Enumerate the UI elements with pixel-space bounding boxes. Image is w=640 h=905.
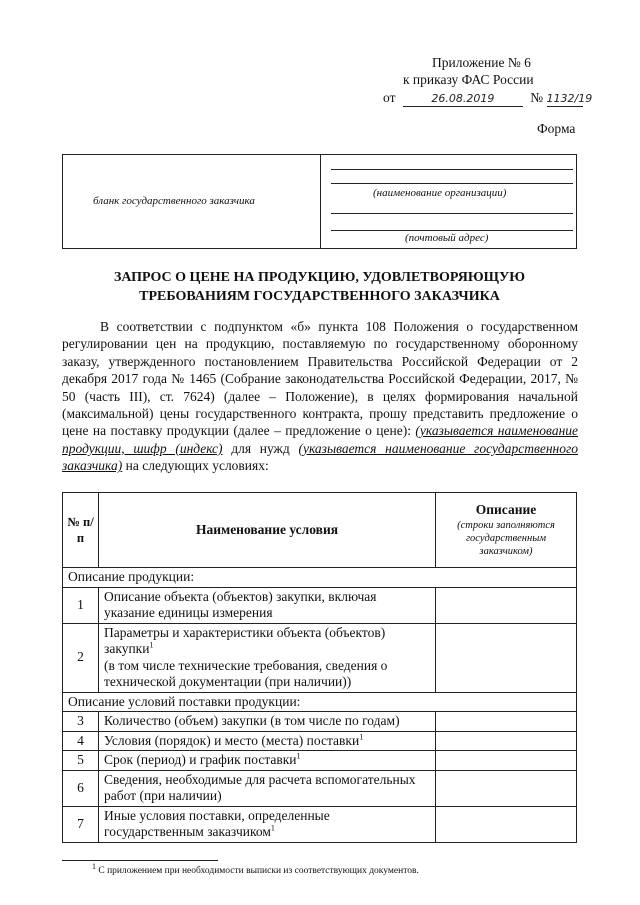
org-caption: (наименование организации)	[373, 187, 507, 199]
frame-divider	[320, 155, 321, 248]
row-text: Количество (объем) закупки (в том числе по годам)	[99, 712, 436, 732]
header-name: Наименование условия	[99, 493, 436, 568]
date-field	[403, 90, 523, 107]
row-desc-cell[interactable]	[436, 623, 577, 692]
row-text: Описание объекта (объектов) закупки, включая указание единицы измерения	[99, 587, 436, 623]
row-num: 2	[63, 623, 99, 692]
table-row	[63, 731, 577, 751]
blank-label: бланк государственного заказчика	[93, 195, 255, 207]
table-header	[63, 493, 577, 568]
row-num: 4	[63, 731, 99, 751]
appendix-number: Приложение № 6	[432, 55, 531, 70]
order-reference: к приказу ФАС России	[403, 72, 534, 87]
row-text	[99, 731, 436, 751]
footnote-ref: 1	[270, 823, 275, 833]
insert-product: (указывается наименование продукции, шифр (индекс)	[62, 423, 579, 456]
request-paragraph	[62, 318, 578, 475]
letterhead-frame	[62, 154, 577, 249]
number-prefix: №	[530, 90, 544, 105]
footnote-ref: 1	[296, 751, 301, 761]
row-text-part1: Параметры и характеристики объекта (объектов) закупки	[104, 624, 386, 656]
table-row	[63, 623, 577, 692]
row-desc-cell[interactable]	[436, 770, 577, 806]
footnote	[92, 861, 419, 876]
row-text: Сведения, необходимые для расчета вспомогательных работ (при наличии)	[99, 770, 436, 806]
section-delivery: Описание условий поставки продукции:	[63, 692, 577, 712]
table-row	[63, 806, 577, 842]
header-num: № п/п	[63, 493, 99, 568]
row-text	[99, 623, 436, 692]
footnote-ref: 1	[359, 732, 364, 741]
footnote-text: С приложением при необходимости выписки из соответствующих документов.	[98, 866, 419, 876]
date-prefix: от	[383, 90, 396, 105]
table-row	[63, 751, 577, 771]
row-desc-cell[interactable]	[436, 712, 577, 732]
title-line-1: ЗАПРОС О ЦЕНЕ НА ПРОДУКЦИЮ, УДОВЛЕТВОРЯЮЩУЮ	[113, 270, 525, 285]
order-date-line	[383, 90, 593, 107]
row-text	[99, 751, 436, 771]
address-line-1	[331, 213, 573, 214]
row-text-part1: Условия (порядок) и место (места) поставки	[104, 732, 360, 748]
row-num: 6	[63, 770, 99, 806]
row-text	[99, 806, 436, 842]
document-title	[62, 268, 577, 306]
org-line-1	[331, 169, 573, 170]
address-caption: (почтовый адрес)	[405, 232, 489, 244]
footnote-ref: 1	[149, 640, 154, 650]
row-num: 3	[63, 712, 99, 732]
conditions-table	[62, 492, 577, 843]
section-row	[63, 692, 577, 712]
address-line-2	[331, 230, 573, 231]
table-row	[63, 587, 577, 623]
number-field	[546, 90, 593, 107]
paragraph-mid: для нужд	[231, 440, 290, 456]
row-desc-cell[interactable]	[436, 587, 577, 623]
section-product: Описание продукции:	[63, 568, 577, 588]
paragraph-main: В соответствии с подпунктом «б» пункта 108 Положения о государственном регулировании цен на продукцию, поставляемую по государственному оборонному заказу, утвержденного постановлением Правительства Российской Федерации от 2 декабря 2017 года № 1465 (Собрание законодательства Российской Федерации, 2017, № 50 (часть III), ст. 7624) (далее – Положение), в целях формирования начальной (максимальной) цены государственного контракта, прошу представить предложение о цене на поставку продукции (далее – предложение о цене):	[62, 319, 578, 439]
footnote-separator	[62, 860, 218, 861]
header-desc-title: Описание	[475, 502, 537, 518]
row-num: 1	[63, 587, 99, 623]
row-desc-cell[interactable]	[436, 731, 577, 751]
row-desc-cell[interactable]	[436, 751, 577, 771]
row-num: 5	[63, 751, 99, 771]
title-line-2: ТРЕБОВАНИЯМ ГОСУДАРСТВЕННОГО ЗАКАЗЧИКА	[139, 289, 500, 304]
row-text-part1: Срок (период) и график поставки	[104, 752, 297, 767]
table-row	[63, 712, 577, 732]
handwritten-date: 26.08.2019	[431, 92, 495, 105]
form-label: Форма	[537, 121, 576, 136]
footnote-mark: 1	[92, 861, 96, 871]
section-row	[63, 568, 577, 588]
table-row	[63, 770, 577, 806]
handwritten-number: 1132/19	[546, 92, 593, 105]
org-line-2	[331, 183, 573, 184]
row-desc-cell[interactable]	[436, 806, 577, 842]
header-desc	[436, 493, 577, 568]
header-desc-sub: (строки заполняются государственным заказчиком)	[457, 519, 555, 557]
row-text-part1: Иные условия поставки, определенные государственным заказчиком	[104, 807, 330, 839]
row-text-part2: (в том числе технические требования, сведения о технической документации (при наличии))	[104, 657, 388, 689]
paragraph-tail: на следующих условиях:	[125, 458, 269, 474]
insert-customer: (указывается наименование государственного заказчика)	[62, 440, 579, 474]
row-num: 7	[63, 806, 99, 842]
